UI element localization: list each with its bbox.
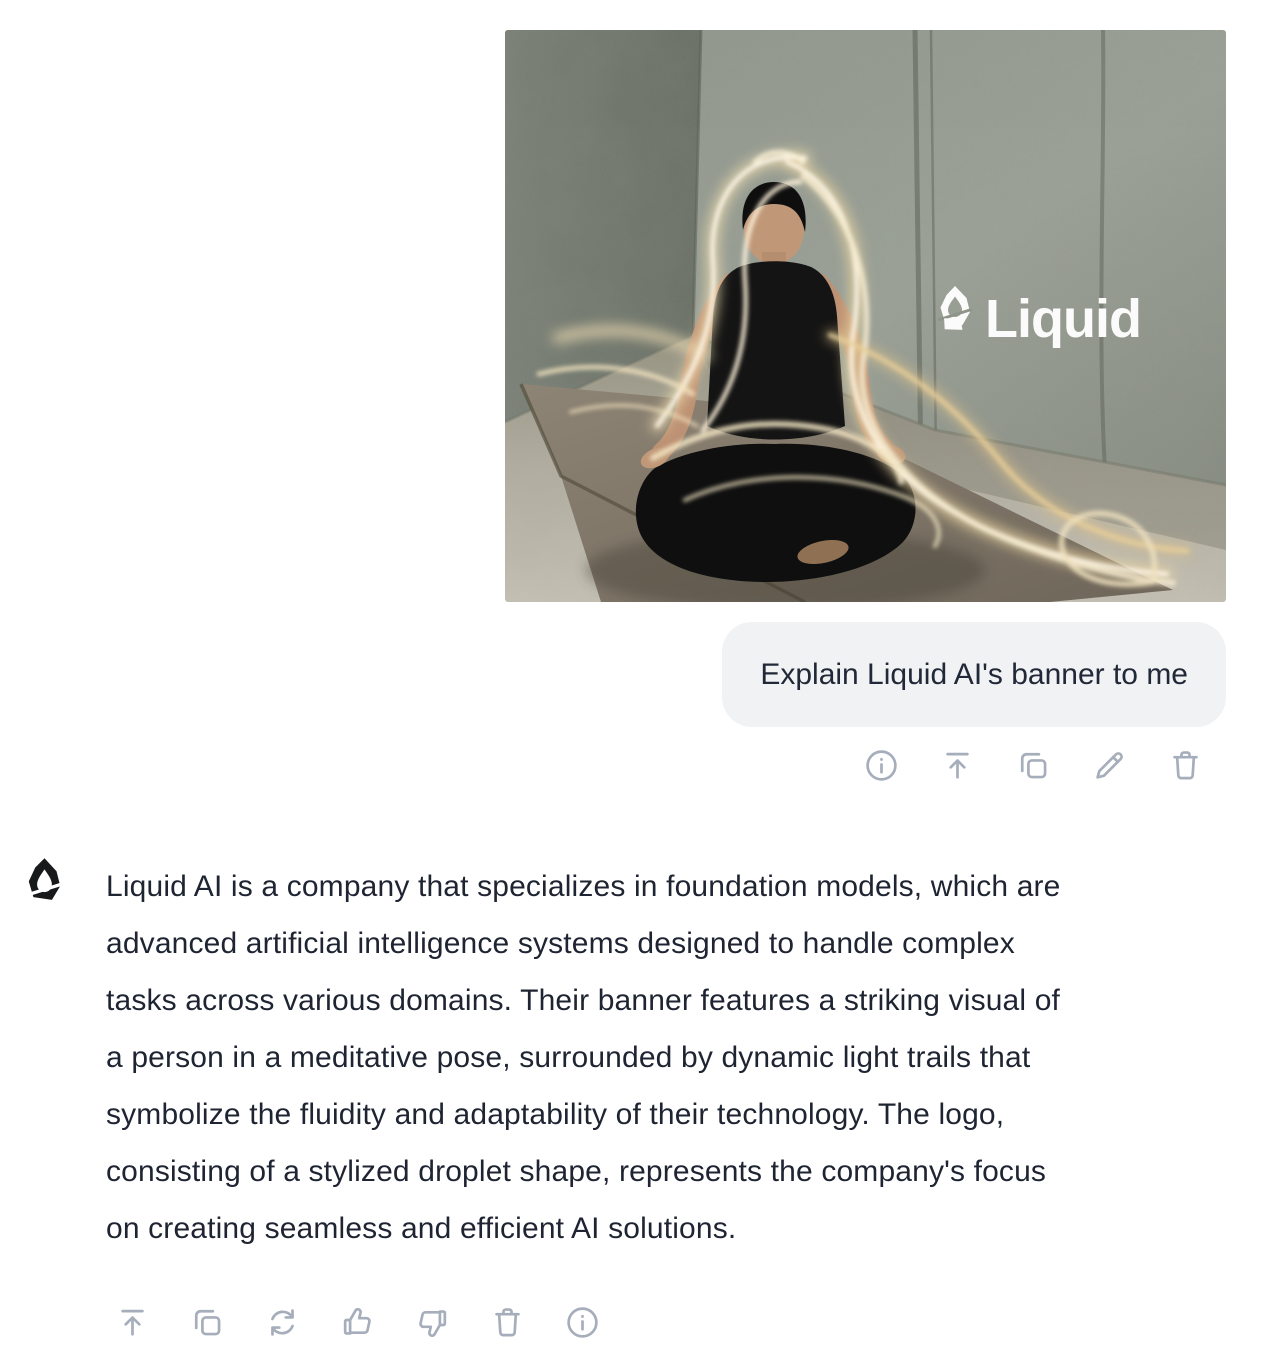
copy-icon [1015, 747, 1052, 784]
info-icon [863, 747, 900, 784]
liquid-ai-logo-icon [26, 857, 63, 904]
thumbs-up-button[interactable] [339, 1304, 376, 1341]
copy-button[interactable] [189, 1304, 226, 1341]
thumbs-down-icon [414, 1304, 451, 1341]
user-message-bubble [722, 622, 1226, 727]
upload-button[interactable] [939, 747, 976, 784]
trash-icon [489, 1304, 526, 1341]
assistant-text-line: Liquid AI is a company that specializes in foundation models, which are [106, 870, 1061, 903]
arrow-up-from-line-icon [939, 747, 976, 784]
assistant-text-line: tasks across various domains. Their banner features a striking visual of [106, 984, 1061, 1017]
user-message-text: Explain Liquid AI's banner to me [760, 657, 1188, 691]
trash-icon [1167, 747, 1204, 784]
pencil-icon [1091, 747, 1128, 784]
banner-image-attachment[interactable] [505, 30, 1226, 602]
thumbs-down-button[interactable] [414, 1304, 451, 1341]
liquid-ai-avatar [26, 857, 63, 904]
copy-button[interactable] [1015, 747, 1052, 784]
regenerate-button[interactable] [264, 1304, 301, 1341]
delete-button[interactable] [1167, 747, 1204, 784]
info-icon [564, 1304, 601, 1341]
assistant-text-line: a person in a meditative pose, surrounded by dynamic light trails that [106, 1041, 1031, 1074]
user-message-actions [863, 747, 1204, 784]
delete-button[interactable] [489, 1304, 526, 1341]
assistant-text-line: advanced artificial intelligence systems designed to handle complex [106, 927, 1015, 960]
liquid-logo-wordmark: Liquid [985, 289, 1141, 349]
refresh-icon [264, 1304, 301, 1341]
arrow-up-from-line-icon [114, 1304, 151, 1341]
assistant-message-actions [114, 1304, 601, 1341]
upload-button[interactable] [114, 1304, 151, 1341]
assistant-text-line: symbolize the fluidity and adaptability of their technology. The logo, [106, 1098, 1005, 1131]
banner-scene [505, 30, 1226, 602]
assistant-text-line: consisting of a stylized droplet shape, represents the company's focus [106, 1155, 1047, 1188]
info-button[interactable] [863, 747, 900, 784]
thumbs-up-icon [339, 1304, 376, 1341]
info-button[interactable] [564, 1304, 601, 1341]
copy-icon [189, 1304, 226, 1341]
assistant-message-text [106, 858, 1246, 1257]
assistant-text-line: on creating seamless and efficient AI solutions. [106, 1212, 737, 1245]
edit-button[interactable] [1091, 747, 1128, 784]
